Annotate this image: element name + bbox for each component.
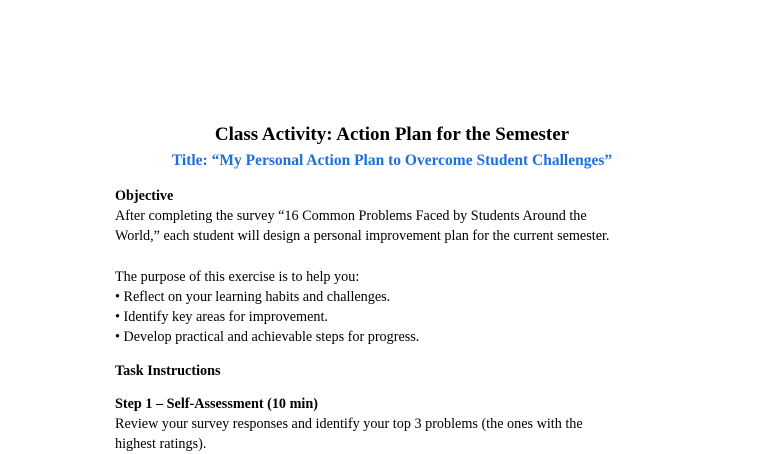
purpose-bullet-1: • Reflect on your learning habits and challenges. [115, 288, 391, 305]
step1-line-2: highest ratings). [115, 436, 207, 453]
objective-heading: Objective [115, 188, 174, 204]
task-instructions-heading: Task Instructions [115, 362, 221, 379]
paragraph-gap [115, 247, 775, 267]
purpose-bullet-2: • Identify key areas for improvement. [115, 309, 328, 326]
step1-line-1: Review your survey responses and identify your top 3 problems (the ones with the [115, 415, 583, 432]
paragraph-gap [115, 348, 775, 361]
objective-line-2: World,” each student will design a personal improvement plan for the current semester. [115, 228, 610, 245]
purpose-intro: The purpose of this exercise is to help you: [115, 268, 360, 285]
document-subtitle: Title: “My Personal Action Plan to Overcome Student Challenges” [171, 152, 613, 169]
paragraph-gap [115, 381, 775, 394]
objective-line-1: After completing the survey “16 Common Problems Faced by Students Around the [115, 208, 587, 225]
purpose-bullet-3: • Develop practical and achievable steps for progress. [115, 329, 420, 346]
document-title: Class Activity: Action Plan for the Semester [214, 124, 570, 145]
document-body [115, 186, 775, 454]
step1-heading: Step 1 – Self-Assessment (10 min) [115, 395, 318, 412]
